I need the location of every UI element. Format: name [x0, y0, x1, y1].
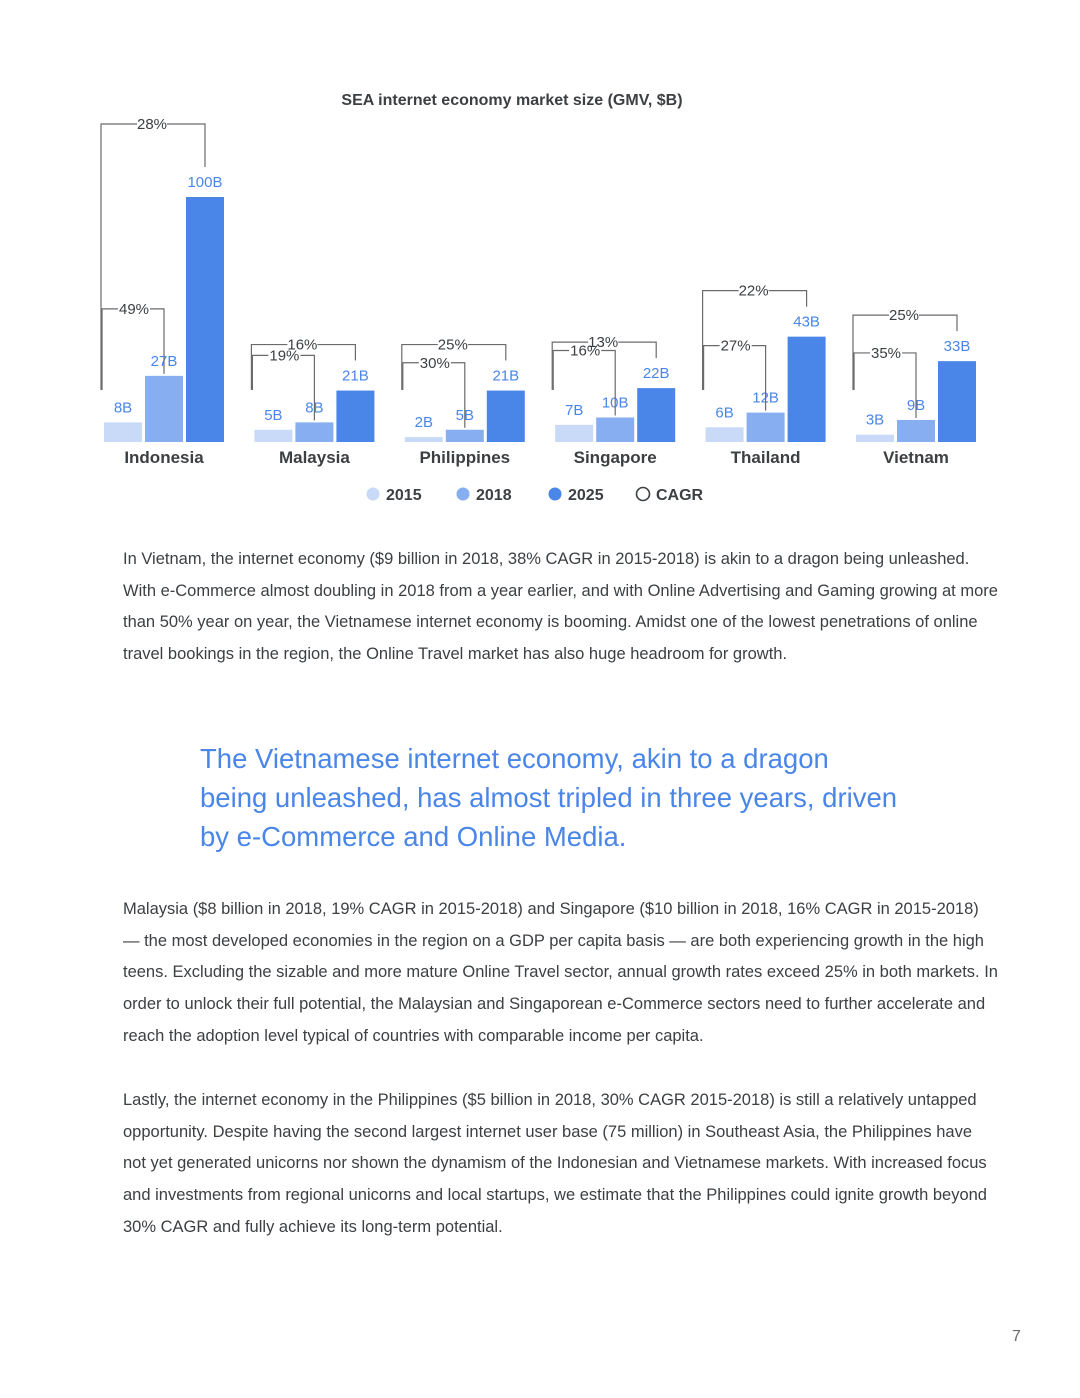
cagr-label-2015-2018-vietnam: 35% [870, 344, 902, 362]
value-label-thailand-2015: 6B [715, 404, 734, 422]
cagr-label-2015-2018-malaysia: 19% [269, 347, 300, 365]
category-label-indonesia: Indonesia [124, 448, 204, 467]
bar-philippines-2015 [405, 437, 443, 442]
value-label-singapore-2015: 7B [565, 401, 584, 419]
bar-thailand-2018 [747, 413, 785, 442]
bar-singapore-2018 [596, 418, 634, 443]
value-label-vietnam-2015: 3B [865, 411, 885, 429]
cagr-label-2015-2025-malaysia: 16% [287, 336, 318, 354]
bar-malaysia-2018 [295, 422, 333, 442]
legend-marker-2018 [457, 488, 470, 501]
bar-vietnam-2025 [938, 361, 976, 442]
bar-malaysia-2015 [254, 430, 292, 442]
category-label-thailand: Thailand [730, 448, 801, 467]
value-label-singapore-2025: 22B [642, 365, 670, 383]
value-label-vietnam-2025: 33B [943, 338, 971, 356]
chart-title: SEA internet economy market size (GMV, $B) [341, 92, 683, 109]
value-label-malaysia-2025: 21B [342, 367, 369, 385]
bar-indonesia-2015 [104, 422, 142, 442]
bar-indonesia-2018 [145, 376, 183, 442]
value-label-indonesia-2018: 27B [150, 352, 178, 370]
paragraph-malaysia-singapore: Malaysia ($8 billion in 2018, 19% CAGR in 2015-2018) and Singapore ($10 billion in 2018, 16% CAGR in 2015-2018) — the most developed economies in the region on a GDP per capita basis — are both experiencing growth in the high teens. Excluding the sizable and more mature Online Travel sector, annual growth rates exceed 25% in both markets. In order to unlock their full potential, the Malaysian and Singaporean e-Commerce sectors need to further accelerate and reach the adoption level typical of countries with comparable income per capita. [123, 900, 998, 1045]
legend-marker-2015 [367, 488, 380, 501]
bar-vietnam-2018 [897, 420, 935, 442]
value-label-thailand-2018: 12B [752, 389, 779, 407]
legend-marker-cagr [637, 488, 650, 501]
paragraph-vietnam: In Vietnam, the internet economy ($9 billion in 2018, 38% CAGR in 2015-2018) is akin to a dragon being unleashed. With e-Commerce almost doubling in 2018 from a year earlier, and with Online Advertising and Gaming growing at more than 50% year on year, the Vietnamese internet economy is booming. Amidst one of the lowest penetrations of online travel bookings in the region, the Online Travel market has also huge headroom for growth. [123, 550, 998, 664]
value-label-indonesia-2025: 100B [187, 174, 223, 191]
bar-malaysia-2025 [336, 391, 374, 442]
cagr-label-2015-2025-indonesia: 28% [136, 116, 168, 133]
pull-quote: The Vietnamese internet economy, akin to a dragon being unleashed, has almost tripled in three years, driven by e-Commerce and Online Media. [200, 743, 898, 852]
cagr-label-2015-2025-vietnam: 25% [888, 307, 920, 325]
category-label-malaysia: Malaysia [278, 448, 350, 467]
value-label-thailand-2025: 43B [793, 313, 820, 331]
value-label-malaysia-2018: 8B [305, 399, 324, 417]
cagr-label-2015-2025-singapore: 13% [588, 334, 619, 352]
bar-singapore-2025 [637, 388, 675, 442]
legend-label-2025: 2025 [568, 487, 604, 504]
bar-philippines-2025 [487, 391, 525, 442]
value-label-vietnam-2018: 9B [906, 396, 926, 414]
market-size-chart [0, 80, 1080, 520]
value-label-philippines-2025: 21B [492, 367, 520, 385]
legend-label-2015: 2015 [386, 487, 422, 504]
value-label-singapore-2018: 10B [601, 394, 629, 412]
cagr-label-2015-2025-thailand: 22% [738, 282, 769, 300]
bar-indonesia-2025 [186, 197, 224, 442]
value-label-philippines-2018: 5B [455, 406, 474, 424]
cagr-label-2015-2025-philippines: 25% [437, 336, 468, 354]
legend-marker-2025 [549, 488, 562, 501]
paragraph-philippines: Lastly, the internet economy in the Philippines ($5 billion in 2018, 30% CAGR 2015-2018) is still a relatively untapped opportunity. Despite having the second largest internet user base (75 million) in Southeast Asia, the Philippines have not yet generated unicorns nor shown the dynamism of the Indonesian and Vietnamese markets. With increased focus and investments from regional unicorns and local startups, we estimate that the Philippines could ignite growth beyond 30% CAGR and fully achieve its long-term potential. [123, 1091, 987, 1236]
cagr-label-2015-2018-thailand: 27% [720, 337, 751, 355]
category-label-philippines: Philippines [419, 448, 511, 467]
bar-thailand-2015 [706, 427, 744, 442]
cagr-label-2015-2018-singapore: 16% [570, 342, 601, 360]
legend-label-2018: 2018 [476, 487, 512, 504]
cagr-label-2015-2018-philippines: 30% [419, 354, 450, 372]
bar-singapore-2015 [555, 425, 593, 442]
bar-vietnam-2015 [856, 435, 894, 442]
value-label-philippines-2015: 2B [414, 414, 433, 432]
page-number: 7 [1012, 1328, 1021, 1345]
bar-thailand-2025 [788, 337, 826, 442]
value-label-malaysia-2015: 5B [264, 406, 283, 424]
value-label-indonesia-2015: 8B [113, 399, 133, 417]
legend-label-cagr: CAGR [656, 487, 704, 504]
chart-legend [367, 487, 704, 504]
bar-philippines-2018 [446, 430, 484, 442]
category-label-singapore: Singapore [573, 448, 657, 467]
category-label-vietnam: Vietnam [883, 448, 949, 467]
cagr-label-2015-2018-indonesia: 49% [118, 300, 150, 318]
